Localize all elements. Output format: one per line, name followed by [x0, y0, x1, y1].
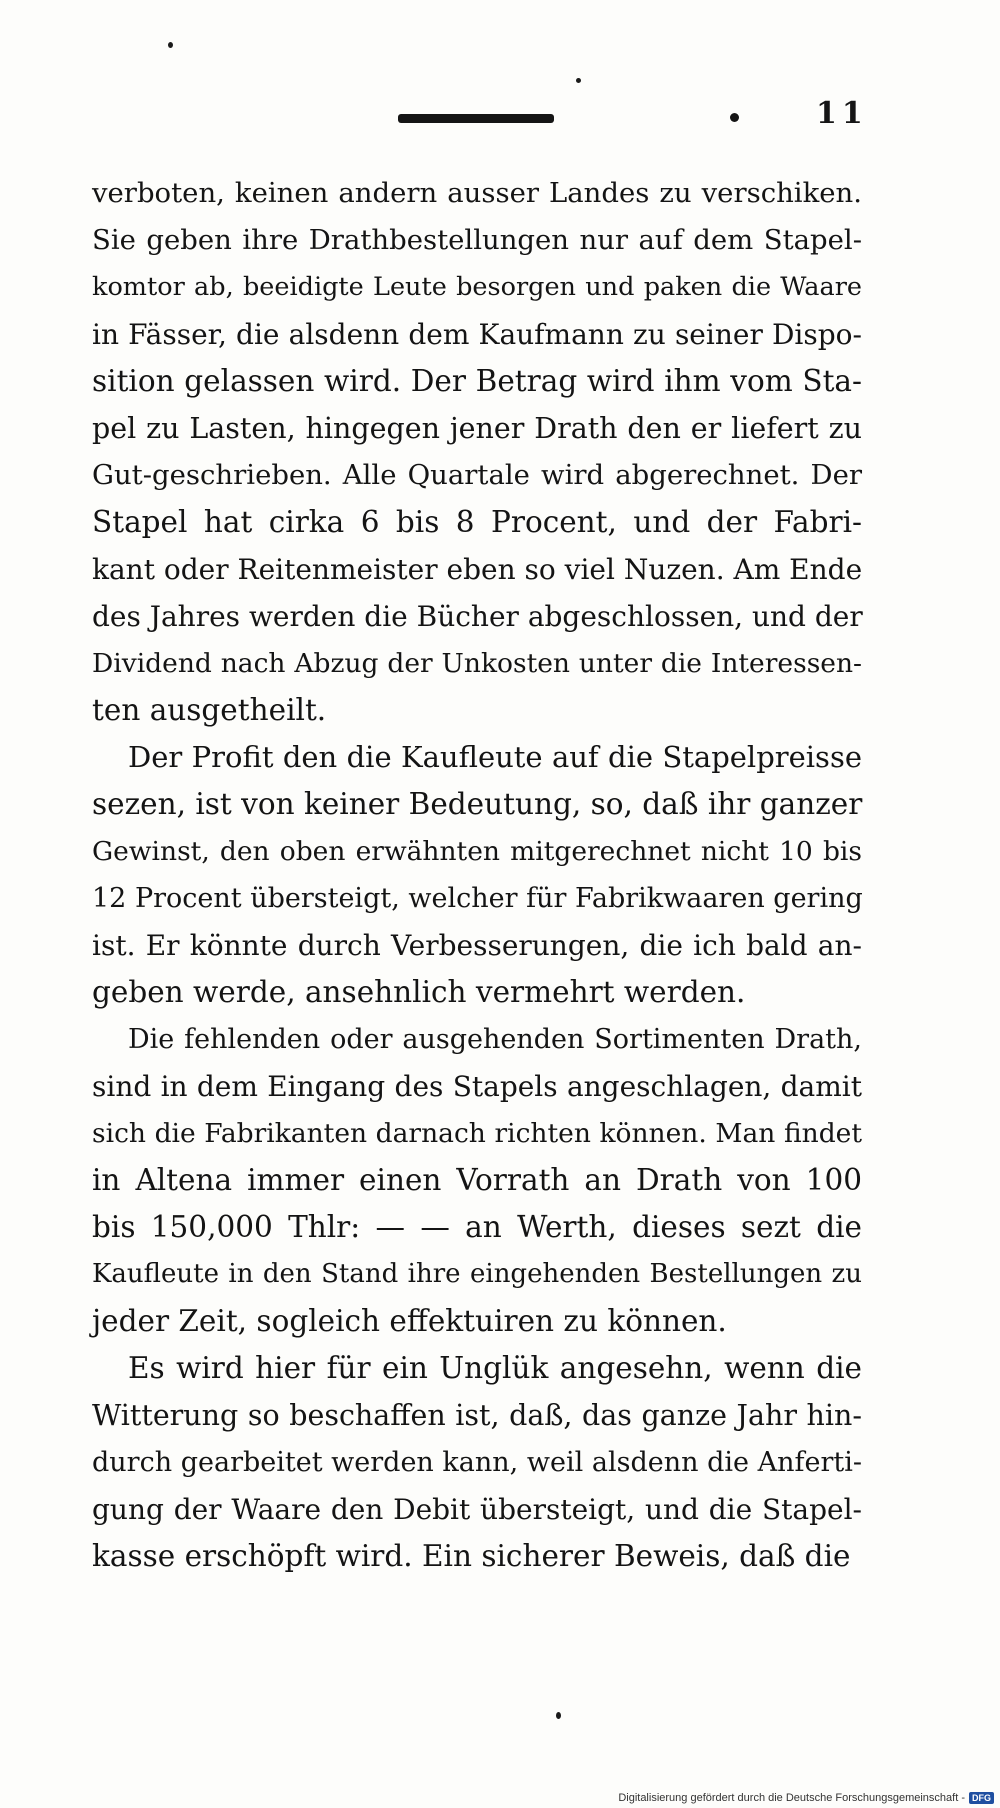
footer-credit: [618, 1792, 994, 1804]
paragraph: [92, 1016, 862, 1345]
text-line: ten ausgetheilt.: [92, 693, 327, 727]
text-line: Kaufleute in den Stand ihre eingehenden Bestellungen zu: [92, 1259, 862, 1289]
text-line: Es wird hier für ein Unglük angesehn, wenn die: [128, 1351, 862, 1385]
text-line: geben werde, ansehnlich vermehrt werden.: [92, 975, 746, 1009]
text-line: des Jahres werden die Bücher abgeschlossen, und der: [92, 600, 863, 633]
text-line: Sie geben ihre Drathbestellungen nur auf dem Stapel-: [92, 224, 862, 256]
paragraph: [92, 170, 862, 734]
text-line: Witterung so beschaffen ist, daß, das ganze Jahr hin-: [92, 1399, 862, 1432]
text-line: sind in dem Eingang des Stapels angeschlagen, damit: [92, 1070, 862, 1103]
paragraph: [92, 1345, 862, 1580]
text-line: 12 Procent übersteigt, welcher für Fabrikwaaren gering: [92, 883, 863, 914]
text-line: kasse erschöpft wird. Ein sicherer Beweis, daß die: [92, 1539, 851, 1573]
ink-speck: [576, 78, 581, 83]
text-line: ist. Er könnte durch Verbesserungen, die ich bald an-: [92, 929, 862, 962]
text-line: Dividend nach Abzug der Unkosten unter die Interessen-: [92, 648, 862, 679]
text-line: Der Profit den die Kaufleute auf die Stapelpreisse: [128, 740, 862, 774]
text-line: sition gelassen wird. Der Betrag wird ihm vom Sta-: [92, 364, 862, 398]
page-number: 11: [816, 96, 868, 131]
text-line: Gewinst, den oben erwähnten mitgerechnet nicht 10 bis: [92, 836, 862, 867]
text-line: pel zu Lasten, hingegen jener Drath den er liefert zu: [92, 412, 862, 445]
paragraph: [92, 734, 862, 1016]
text-line: kant oder Reitenmeister eben so viel Nuzen. Am Ende: [92, 553, 863, 586]
ink-speck: [168, 42, 173, 48]
header-rule: [398, 114, 554, 123]
text-line: sich die Fabrikanten darnach richten können. Man findet: [92, 1118, 862, 1149]
text-line: Gut-geschrieben. Alle Quartale wird abgerechnet. Der: [92, 459, 862, 491]
text-line: bis 150,000 Thlr: — — an Werth, dieses sezt die: [92, 1210, 862, 1244]
dfg-logo: DFG: [969, 1792, 994, 1804]
text-line: Die fehlenden oder ausgehenden Sortimenten Drath,: [128, 1024, 862, 1055]
text-line: durch gearbeitet werden kann, weil alsdenn die Anferti-: [92, 1447, 862, 1478]
footer-credit-text: Digitalisierung gefördert durch die Deutsche Forschungsgemeinschaft -: [618, 1792, 965, 1804]
ink-speck: [556, 1712, 561, 1719]
body-text: [92, 170, 862, 1580]
text-line: gung der Waare den Debit übersteigt, und die Stapel-: [92, 1493, 862, 1526]
text-line: sezen, ist von keiner Bedeutung, so, daß ihr ganzer: [92, 787, 863, 821]
text-line: verboten, keinen andern ausser Landes zu verschiken.: [92, 177, 862, 209]
text-line: komtor ab, beeidigte Leute besorgen und paken die Waare: [92, 272, 862, 302]
text-line: in Altena immer einen Vorrath an Drath von 100: [92, 1163, 862, 1197]
header-dot: [730, 113, 739, 122]
text-line: jeder Zeit, sogleich effektuiren zu können.: [92, 1304, 727, 1338]
text-line: Stapel hat cirka 6 bis 8 Procent, und der Fabri-: [92, 505, 862, 539]
text-line: in Fässer, die alsdenn dem Kaufmann zu seiner Dispo-: [92, 318, 862, 351]
